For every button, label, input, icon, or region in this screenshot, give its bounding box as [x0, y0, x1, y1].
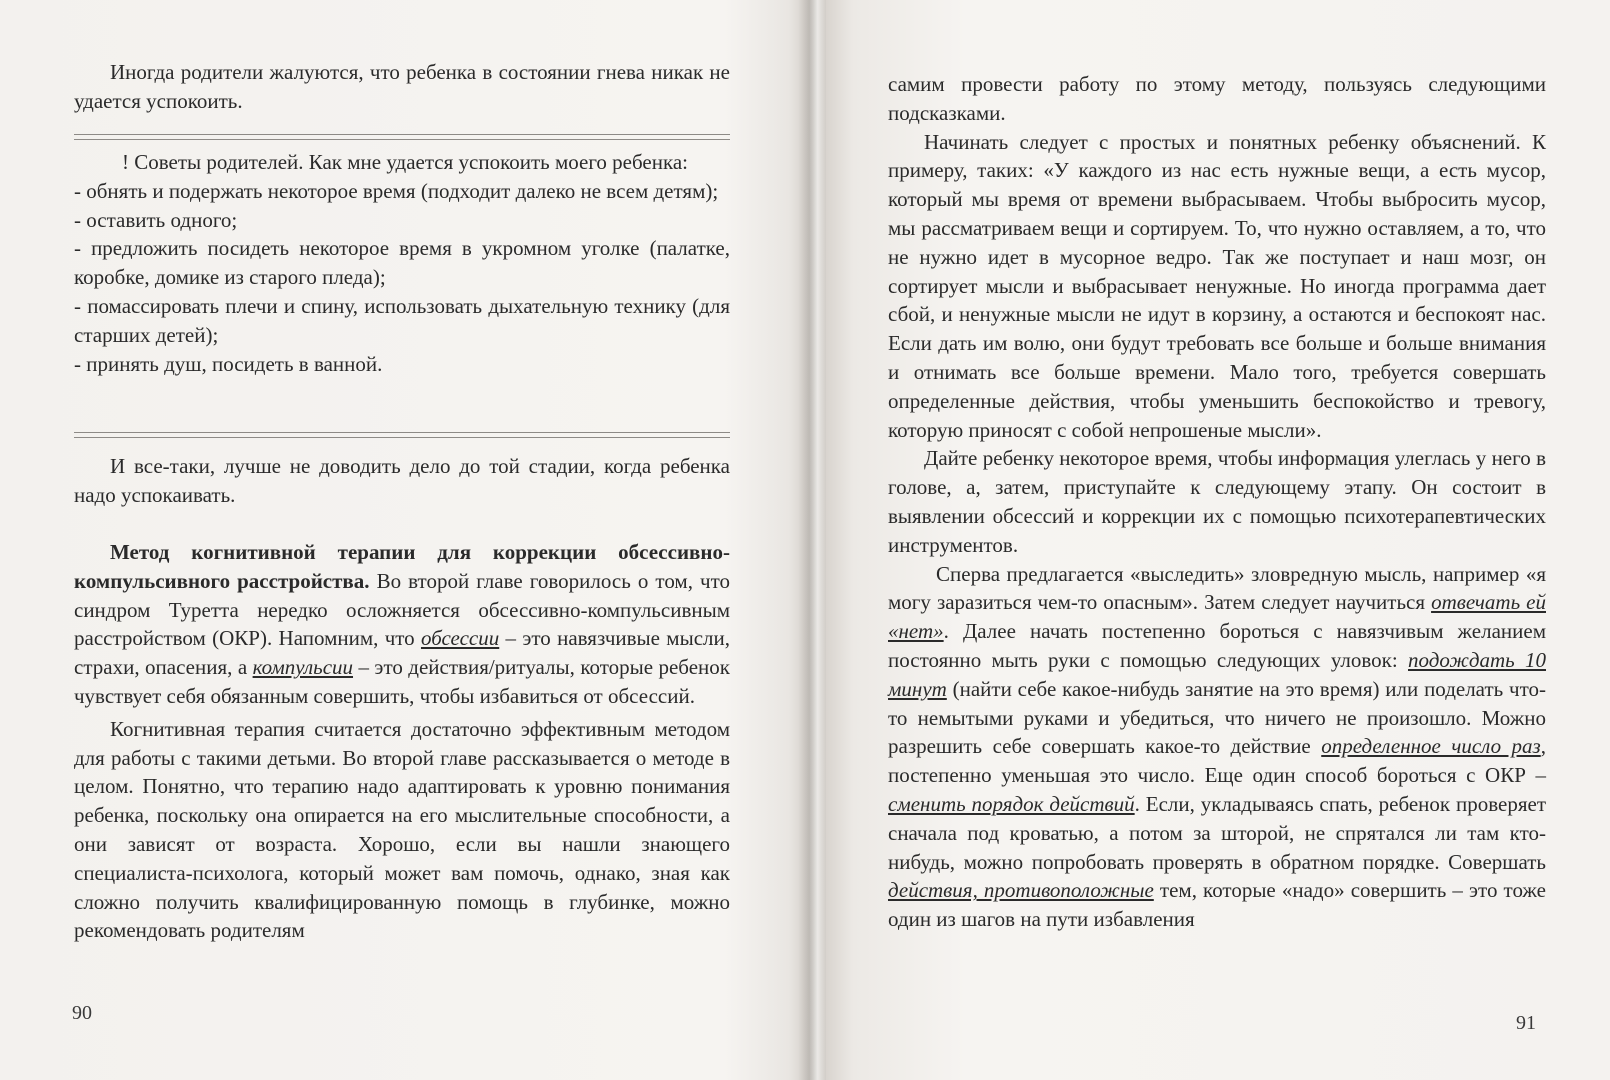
- after-tips-paragraph: И все-таки, лучше не доводить дело до той стадии, когда ребенка надо успокаивать.: [74, 454, 730, 507]
- explanation-paragraph: Начинать следует с простых и понятных ребенку объяснений. К примеру, таких: «У каждого из нас есть нужные вещи, а есть мусор, который мы время от времени выбрасываем. Чтобы выбросить мусор, мы рассматриваем вещи и сортируем. То, что нужно оставляем, а то, что не нужно идет в мусорное ведро. Так же поступает и наш мозг, он сортирует мысли и выбрасывает ненужные. Но иногда программа дает сбой, и ненужные мысли не идут в корзину, а остаются и беспокоят нас. Если дать им волю, они будут требовать все больше и больше внимания и отнимать все больше времени. Мало того, требуется совершать определенные действия, чтобы уменьшить беспокойство и тревогу, которую приносят с собой непрошеные мысли».: [888, 129, 1546, 442]
- compulsions-term: компульсии: [252, 655, 354, 680]
- intro-paragraph: Иногда родители жалуются, что ребенка в состоянии гнева никак не удается успокоить.: [74, 60, 730, 113]
- term-certain-number: определенное число раз: [1321, 734, 1541, 759]
- techniques-paragraph: Сперва предлагается «выследить» зловредную мысль, например «я могу заразиться чем-то опасным». Затем следует научиться отвечать ей «нет». Далее начать постепенно бороться с навязчивым желанием постоянно мыть руки с помощью следующих уловок: подождать 10 минут (найти себе какое-нибудь занятие на это время) или поделать что-то немытыми руками и убедиться, что ничего не произошло. Можно разрешить себе совершать какое-то действие определенное число раз, постепенно уменьшая это число. Еще один способ бороться с ОКР – сменить порядок действий. Если, укладываясь спать, ребенок проверяет сначала под кроватью, а потом за шторой, не спрятался ли там кто-нибудь, можно попробовать проверять в обратном порядке. Совершать действия, противоположные тем, которые «надо» совершить – это тоже один из шагов на пути избавления: [888, 561, 1546, 932]
- tip-item: - помассировать плечи и спину, использовать дыхательную технику (для старших детей);: [74, 293, 730, 347]
- tip-item: - оставить одного;: [74, 207, 238, 232]
- term-opposite-actions: действия, противоположные: [888, 878, 1154, 903]
- parents-tips-box: [74, 134, 730, 448]
- term-wait-10-minutes: подождать 10 минут: [888, 647, 1546, 701]
- bottom-divider: [74, 432, 730, 438]
- continuation-paragraph: самим провести работу по этому методу, пользуясь следующими подсказками.: [888, 72, 1546, 125]
- tips-title: ! Советы родителей. Как мне удается успокоить моего ребенка:: [122, 150, 688, 174]
- term-answer-no: отвечать ей «нет»: [888, 590, 1546, 644]
- next-stage-paragraph: Дайте ребенку некоторое время, чтобы информация улеглась у него в голове, а, затем, приступайте к следующему этапу. Он состоит в выявлении обсессий и коррекции их с помощью психотерапевтических инструментов.: [888, 446, 1546, 557]
- tip-item: - обнять и подержать некоторое время (подходит далеко не всем детям);: [74, 178, 719, 203]
- page-number-left: 90: [72, 1002, 92, 1024]
- left-page: [0, 0, 800, 1080]
- tip-item: - принять душ, посидеть в ванной.: [74, 351, 383, 376]
- top-divider: [74, 134, 730, 140]
- method-heading: Метод когнитивной терапии для коррекции обсессивно-компульсивного расстройства.: [74, 540, 730, 593]
- method-section: Метод когнитивной терапии для коррекции обсессивно-компульсивного расстройства. Во второй главе говорилось о том, что синдром Туретта нередко осложняется обсессивно-компульсивным расстройством (ОКР). Напомним, что обсессии – это навязчивые мысли, страхи, опасения, а компульсии – это действия/ритуалы, которые ребенок чувствует себя обязанным совершить, чтобы избавиться от обсессий. Когнитивная терапия считается достаточно эффективным методом для работы с такими детьми. Во второй главе рассказывается о методе в целом. Понятно, что терапию надо адаптировать к уровню понимания ребенка, поскольку она опирается на его мыслительные способности, а они зависят от возраста. Хорошо, если вы нашли знающего специалиста-психолога, который может вам помочь, однако, зная как сложно получить квалифицированную помощь в глубинке, можно рекомендовать родителям: [74, 538, 730, 945]
- tip-item: - предложить посидеть некоторое время в укромном уголке (палатке, коробке, домике из старого пледа);: [74, 236, 730, 290]
- right-page-text: [888, 70, 1546, 934]
- page-number-right: 91: [1516, 1012, 1536, 1034]
- method-paragraph-2: Когнитивная терапия считается достаточно эффективным методом для работы с такими детьми. Во второй главе рассказывается о методе в целом. Понятно, что терапию надо адаптировать к уровню понимания ребенка, поскольку она опирается на его мыслительные способности, а они зависят от возраста. Хорошо, если вы нашли знающего специалиста-психолога, который может вам помочь, однако, зная как сложно получить квалифицированную помощь в глубинке, можно рекомендовать родителям: [74, 716, 730, 943]
- obsessions-term: обсессии: [420, 626, 500, 651]
- right-page: [810, 0, 1610, 1080]
- tips-text: [74, 148, 730, 378]
- term-change-order: сменить порядок действий: [888, 791, 1135, 816]
